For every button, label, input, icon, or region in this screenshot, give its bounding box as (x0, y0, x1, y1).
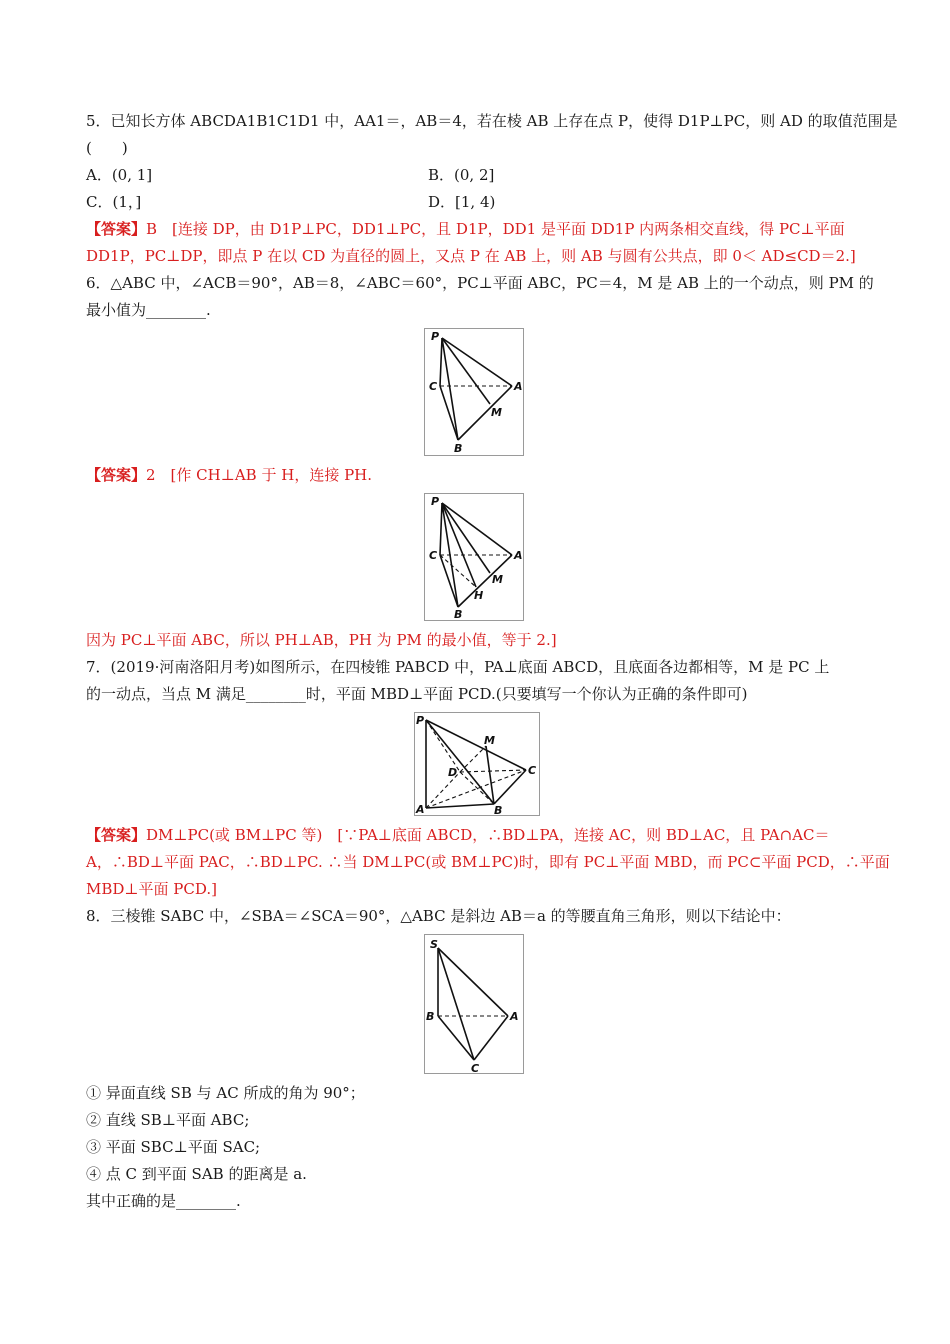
q8-item-1: ① 异面直线 SB 与 AC 所成的角为 90°； (86, 1084, 365, 1102)
q6-fig1-label-m: M (491, 406, 502, 419)
q8-fig-label-s: S (430, 938, 438, 951)
q6-figure-1 (424, 328, 866, 456)
q5-option-d: D．[1, 4) (428, 193, 496, 211)
q8-fig-label-c: C (471, 1062, 480, 1074)
q7-answer-tag: 【答案】 (86, 826, 147, 844)
q6-fig1-label-p: P (431, 330, 440, 343)
q6-fig1-label-b: B (454, 442, 463, 455)
q5-answer-text1: B [连接 DP，由 D1P⊥PC，DD1⊥PC，且 D1P，DD1 是平面 DD1P 内两条相交直线，得 PC⊥平面 (146, 220, 845, 238)
q7-fig-label-d: D (448, 766, 458, 779)
q6-stem-line2: 最小值为________. (86, 301, 211, 319)
q7-fig-label-a: A (416, 803, 425, 816)
q5-answer-line1 (86, 216, 866, 243)
q8-item-3: ③ 平面 SBC⊥平面 SAC; (86, 1138, 261, 1156)
q6-answer-line1 (86, 462, 866, 489)
q7-fig-label-p: P (416, 714, 425, 727)
q6-fig1-label-c: C (429, 380, 438, 393)
q6-fig2-label-h: H (474, 589, 484, 602)
q6-stem-line1: 6．△ABC 中，∠ACB＝90°，AB＝8，∠ABC＝60°，PC⊥平面 ABC，PC＝4，M 是 AB 上的一个动点，则 PM 的 (86, 274, 874, 292)
q5-answer-tag: 【答案】 (86, 220, 147, 238)
q6-answer-tail: 因为 PC⊥平面 ABC，所以 PH⊥AB，PH 为 PM 的最小值，等于 2.] (86, 631, 557, 649)
q5-stem-line1: 5．已知长方体 ABCDA1B1C1D1 中，AA1＝，AB＝4，若在棱 AB 上存在点 P，使得 D1P⊥PC，则 AD 的取值范围是 (86, 112, 898, 130)
q6-fig2-label-m: M (492, 573, 503, 586)
q7-fig-label-m: M (484, 734, 495, 747)
q7-figure (414, 712, 866, 816)
q5-answer-line2: DD1P，PC⊥DP，即点 P 在以 CD 为直径的圆上，又点 P 在 AB 上，则 AB 与圆有公共点，即 0＜ AD≤CD＝2.] (86, 247, 856, 265)
q8-item-2: ② 直线 SB⊥平面 ABC; (86, 1111, 250, 1129)
q7-answer-line2: A，∴BD⊥平面 PAC，∴BD⊥PC. ∴当 DM⊥PC(或 BM⊥PC)时，即有 PC⊥平面 MBD，而 PC⊂平面 PCD，∴平面 (86, 853, 890, 871)
q7-answer-line1 (86, 822, 866, 849)
q7-answer-text1: DM⊥PC(或 BM⊥PC 等) [∵PA⊥底面 ABCD，∴BD⊥PA，连接 AC，则 BD⊥AC，且 PA∩AC＝ (146, 826, 830, 844)
q8-fig-label-b: B (426, 1010, 435, 1023)
q6-figure-2 (424, 493, 866, 621)
q8-item-4: ④ 点 C 到平面 SAB 的距离是 a. (86, 1165, 307, 1183)
q7-fig-label-b: B (494, 804, 503, 816)
q6-answer-text: 2 [作 CH⊥AB 于 H，连接 PH. (146, 466, 373, 484)
q7-answer-line3: MBD⊥平面 PCD.] (86, 880, 217, 898)
q5-option-a: A．(0, 1] (86, 166, 153, 184)
q7-fig-label-c: C (528, 764, 537, 777)
q6-fig2-label-c: C (429, 549, 438, 562)
q6-fig2-label-a: A (514, 549, 523, 562)
document-page (86, 108, 898, 1215)
q5-stem-line2: ( ) (86, 139, 128, 157)
q6-answer-tag: 【答案】 (86, 466, 147, 484)
q5-option-b: B．(0, 2] (428, 166, 495, 184)
q8-tail: 其中正确的是________. (86, 1192, 241, 1210)
q8-stem-line1: 8．三棱锥 SABC 中，∠SBA＝∠SCA＝90°，△ABC 是斜边 AB＝a 的等腰直角三角形，则以下结论中： (86, 907, 791, 925)
q5-options (86, 162, 866, 216)
q8-fig-label-a: A (510, 1010, 519, 1023)
q7-stem-line1: 7．(2019·河南洛阳月考)如图所示，在四棱锥 PABCD 中，PA⊥底面 ABCD，且底面各边都相等，M 是 PC 上 (86, 658, 830, 676)
q7-stem-line2: 的一动点，当点 M 满足________时，平面 MBD⊥平面 PCD.(只要填写一个你认为正确的条件即可) (86, 685, 748, 703)
q6-fig1-label-a: A (514, 380, 523, 393)
q6-fig2-label-p: P (431, 495, 440, 508)
q6-fig2-label-b: B (454, 608, 463, 621)
q8-figure (424, 934, 866, 1074)
q5-option-c: C．(1，] (86, 193, 142, 211)
